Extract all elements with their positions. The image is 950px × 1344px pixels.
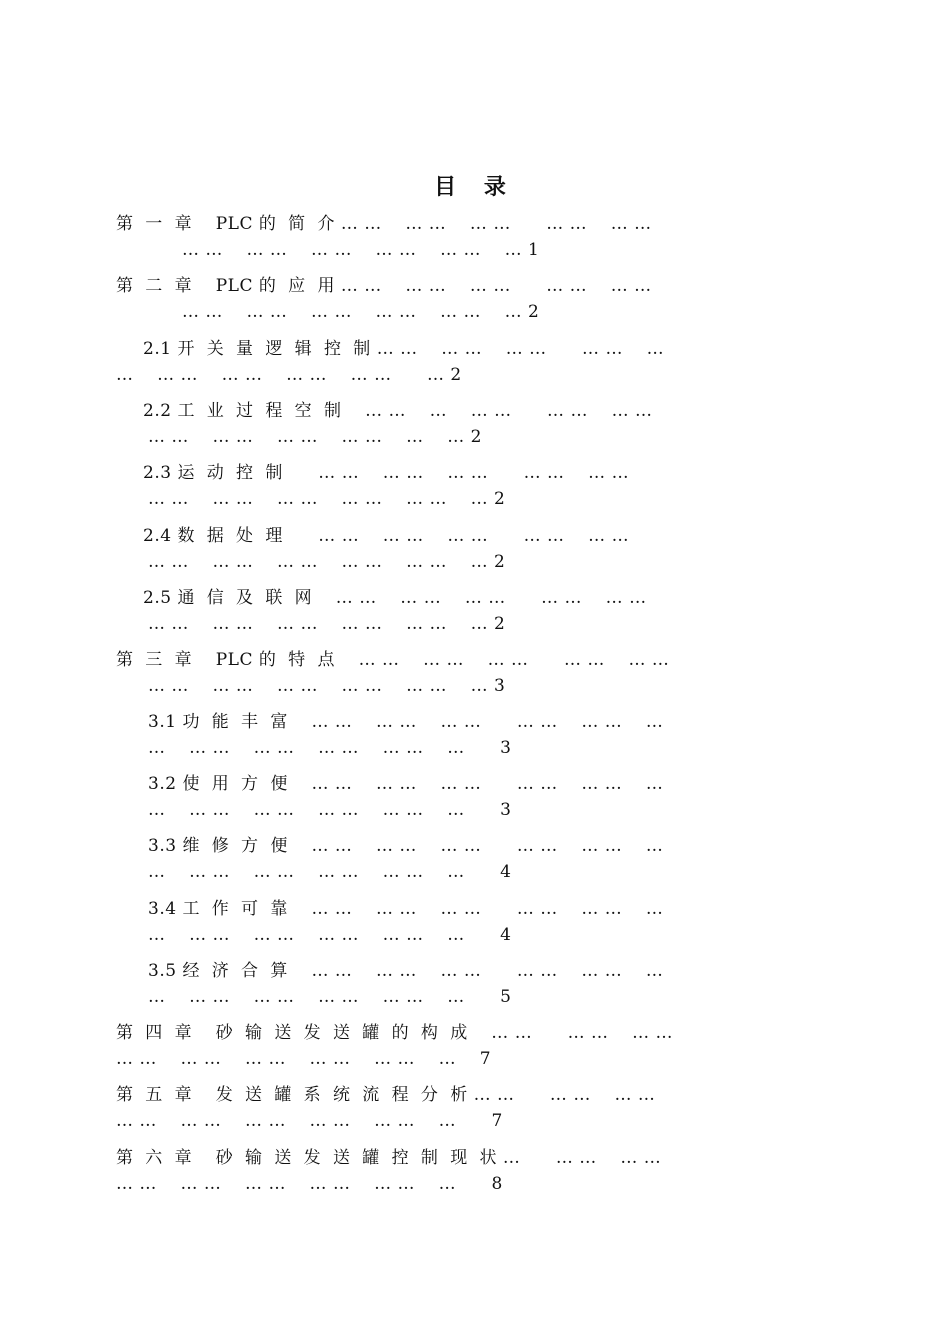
toc-entry-chapter-3[interactable] xyxy=(0,649,950,699)
toc-entry-leader-page: … … … … … … … … … … … 3 xyxy=(148,676,506,696)
toc-entry-leader-page: … … … … … … … … … … … 2 xyxy=(148,552,506,572)
toc-entry-2-2[interactable] xyxy=(0,400,950,450)
toc-entry-chapter-5[interactable] xyxy=(0,1084,950,1134)
toc-entry-text: 2.2 工 业 过 程 空 制 … … … … … … … … … xyxy=(143,401,653,421)
toc-entry-2-5[interactable] xyxy=(0,587,950,637)
toc-entry-chapter-6[interactable] xyxy=(0,1147,950,1197)
toc-entry-3-5[interactable] xyxy=(0,960,950,1010)
toc-entry-text: 3.4 工 作 可 靠 … … … … … … … … … … … xyxy=(148,899,664,919)
toc-entry-3-2[interactable] xyxy=(0,773,950,823)
toc-entry-leader-page: … … … … … … … … … … … 7 xyxy=(116,1049,492,1069)
toc-entry-leader-page: … … … … … … … … … … 3 xyxy=(148,738,512,758)
toc-entry-text: 3.2 使 用 方 便 … … … … … … … … … … … xyxy=(148,774,664,794)
toc-entry-leader-page: … … … … … … … … … … 2 xyxy=(148,427,482,447)
toc-entry-text: 3.3 维 修 方 便 … … … … … … … … … … … xyxy=(148,836,664,856)
toc-entry-leader-page: … … … … … … … … … … … 2 xyxy=(182,302,540,322)
toc-entry-text: 3.5 经 济 合 算 … … … … … … … … … … … xyxy=(148,961,664,981)
toc-entry-2-3[interactable] xyxy=(0,462,950,512)
toc-entry-text: 第 一 章 PLC 的 简 介 … … … … … … … … … … xyxy=(116,214,652,234)
toc-entry-leader-page: … … … … … … … … … … … 8 xyxy=(116,1174,503,1194)
toc-entry-text: 3.1 功 能 丰 富 … … … … … … … … … … … xyxy=(148,712,664,732)
toc-entry-text: 2.3 运 动 控 制 … … … … … … … … … … xyxy=(143,463,630,483)
toc-entry-2-4[interactable] xyxy=(0,525,950,575)
toc-entry-chapter-2[interactable] xyxy=(0,275,950,325)
toc-entry-text: 第 四 章 砂 输 送 发 送 罐 的 构 成 … … … … … … xyxy=(116,1023,674,1043)
toc-entry-3-4[interactable] xyxy=(0,898,950,948)
toc-entry-leader-page: … … … … … … … … … … 4 xyxy=(148,862,512,882)
toc-entry-text: 第 五 章 发 送 罐 系 统 流 程 分 析 … … … … … … xyxy=(116,1085,656,1105)
toc-entry-2-1[interactable] xyxy=(0,338,950,388)
toc-entry-text: 2.5 通 信 及 联 网 … … … … … … … … … … xyxy=(143,588,647,608)
toc-entry-text: 第 六 章 砂 输 送 发 送 罐 控 制 现 状 … … … … … xyxy=(116,1148,662,1168)
toc-entry-leader-page: … … … … … … … … … … 3 xyxy=(148,800,512,820)
toc-entry-text: 第 三 章 PLC 的 特 点 … … … … … … … … … … xyxy=(116,650,670,670)
toc-entry-leader-page: … … … … … … … … … … 4 xyxy=(148,925,512,945)
toc-entry-text: 2.1 开 关 量 逻 辑 控 制 … … … … … … … … … xyxy=(143,339,665,359)
toc-entry-leader-page: … … … … … … … … … … … 7 xyxy=(116,1111,503,1131)
toc-entry-3-3[interactable] xyxy=(0,835,950,885)
toc-title: 目 录 xyxy=(434,175,516,200)
toc-entry-chapter-4[interactable] xyxy=(0,1022,950,1072)
toc-entry-leader-page: … … … … … … … … … … … 1 xyxy=(182,240,540,260)
toc-entry-chapter-1[interactable] xyxy=(0,213,950,263)
toc-entry-leader-page: … … … … … … … … … … … 2 xyxy=(148,614,506,634)
toc-entry-3-1[interactable] xyxy=(0,711,950,761)
toc-entry-text: 第 二 章 PLC 的 应 用 … … … … … … … … … … xyxy=(116,276,652,296)
toc-entry-leader-page: … … … … … … … … … … 5 xyxy=(148,987,512,1007)
toc-entry-leader-page: … … … … … … … … … … … 2 xyxy=(148,489,506,509)
toc-entry-leader-page: … … … … … … … … … … 2 xyxy=(116,365,462,385)
toc-entry-text: 2.4 数 据 处 理 … … … … … … … … … … xyxy=(143,526,630,546)
